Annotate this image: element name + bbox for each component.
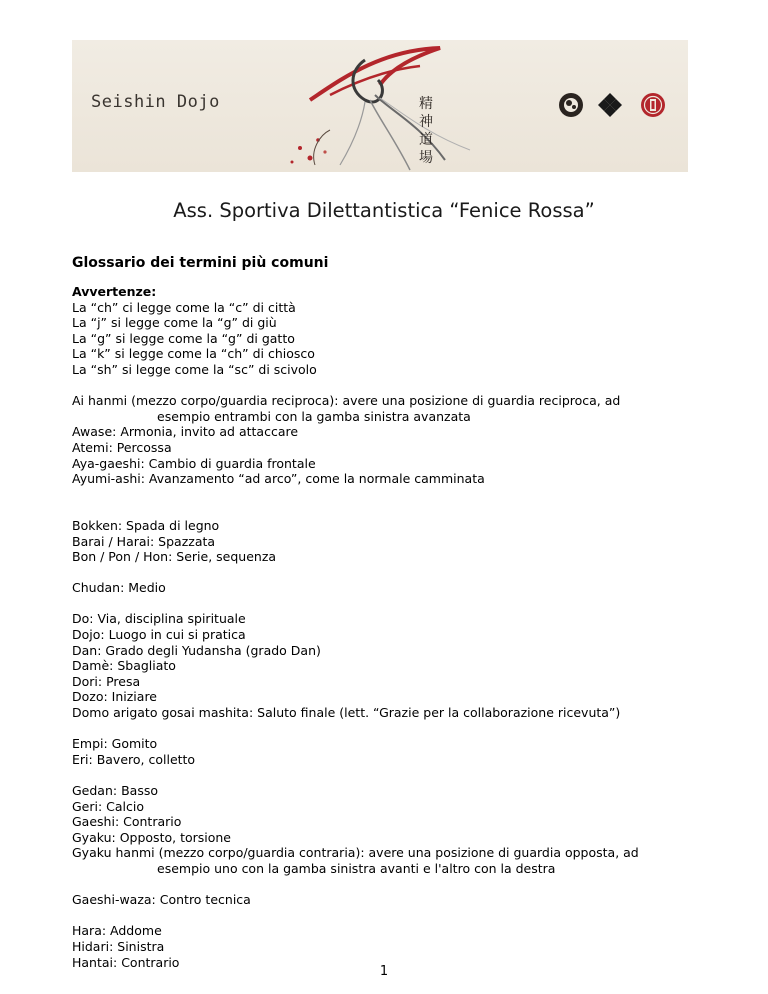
page-title: Ass. Sportiva Dilettantistica “Fenice Rossa” bbox=[173, 199, 595, 222]
glossary-entry: Gaeshi: Contrario bbox=[72, 814, 182, 830]
banner-title: Seishin Dojo bbox=[91, 92, 220, 112]
phoenix-logo bbox=[270, 40, 480, 172]
glossary-entry: Hara: Addome bbox=[72, 923, 162, 939]
glossary-entry-continuation: esempio uno con la gamba sinistra avanti e l'altro con la destra bbox=[157, 860, 556, 876]
glossary-entry: Do: Via, disciplina spirituale bbox=[72, 611, 246, 627]
warning-line: La “ch” ci legge come la “c” di città bbox=[72, 299, 296, 315]
glossary-entry: Aya-gaeshi: Cambio di guardia frontale bbox=[72, 455, 316, 471]
warning-line: La “sh” si legge come la “sc” di scivolo bbox=[72, 361, 317, 377]
glossary-entry: Awase: Armonia, invito ad attaccare bbox=[72, 424, 299, 440]
warnings-title: Avvertenze: bbox=[72, 284, 157, 299]
glossary-entry: Gyaku hanmi (mezzo corpo/guardia contraria): avere una posizione di guardia opposta, ad bbox=[72, 845, 639, 861]
glossary-entry: Ayumi-ashi: Avanzamento “ad arco”, come la normale camminata bbox=[72, 471, 485, 487]
glossary-entry: Bon / Pon / Hon: Serie, sequenza bbox=[72, 549, 277, 565]
glossary-entry: Hidari: Sinistra bbox=[72, 938, 165, 954]
glossary-entry: Gedan: Basso bbox=[72, 783, 158, 798]
glossary-heading: Glossario dei termini più comuni bbox=[72, 255, 329, 271]
kanji-column bbox=[418, 95, 434, 167]
glossary-entry: Dozo: Iniziare bbox=[72, 689, 157, 705]
warning-line: La “j” si legge come la “g” di giù bbox=[72, 315, 277, 331]
glossary-entry: Hantai: Contrario bbox=[72, 954, 180, 970]
glossary-entry: Atemi: Percossa bbox=[72, 439, 172, 455]
glossary-entry: Damè: Sbagliato bbox=[72, 658, 176, 674]
glossary-entry: Geri: Calcio bbox=[72, 798, 145, 814]
kanji-char: 場 bbox=[419, 150, 433, 166]
glossary-entry: Dojo: Luogo in cui si pratica bbox=[72, 627, 246, 643]
kanji-char: 道 bbox=[419, 132, 433, 148]
glossary-entry: Ai hanmi (mezzo corpo/guardia reciproca): avere una posizione di guardia reciproca, ad bbox=[72, 393, 621, 409]
glossary-entry: Barai / Harai: Spazzata bbox=[72, 533, 216, 549]
glossary-entry: Gaeshi-waza: Contro tecnica bbox=[72, 892, 251, 908]
diamond-crest-icon bbox=[597, 92, 623, 118]
glossary-entry: Dori: Presa bbox=[72, 673, 141, 689]
header-banner bbox=[72, 40, 688, 172]
glossary-body bbox=[72, 284, 688, 970]
glossary-entry: Chudan: Medio bbox=[72, 580, 166, 596]
glossary-entry-continuation: esempio entrambi con la gamba sinistra avanzata bbox=[157, 408, 471, 424]
warning-line: La “g” si legge come la “g” di gatto bbox=[72, 330, 295, 346]
red-seal-icon bbox=[640, 92, 666, 118]
tomoe-emblem-icon bbox=[558, 92, 584, 118]
glossary-entry: Bokken: Spada di legno bbox=[72, 517, 220, 533]
glossary-entry: Empi: Gomito bbox=[72, 736, 158, 752]
glossary-entry: Dan: Grado degli Yudansha (grado Dan) bbox=[72, 642, 321, 658]
kanji-char: 神 bbox=[419, 114, 433, 130]
glossary-entry: Eri: Bavero, colletto bbox=[72, 751, 196, 767]
page-number: 1 bbox=[379, 964, 389, 979]
warning-line: La “k” si legge come la “ch” di chiosco bbox=[72, 346, 315, 362]
glossary-entry: Domo arigato gosai mashita: Saluto finale (lett. “Grazie per la collaborazione ricevuta”) bbox=[72, 705, 621, 721]
kanji-char: 精 bbox=[419, 96, 433, 112]
glossary-entry: Gyaku: Opposto, torsione bbox=[72, 829, 232, 845]
